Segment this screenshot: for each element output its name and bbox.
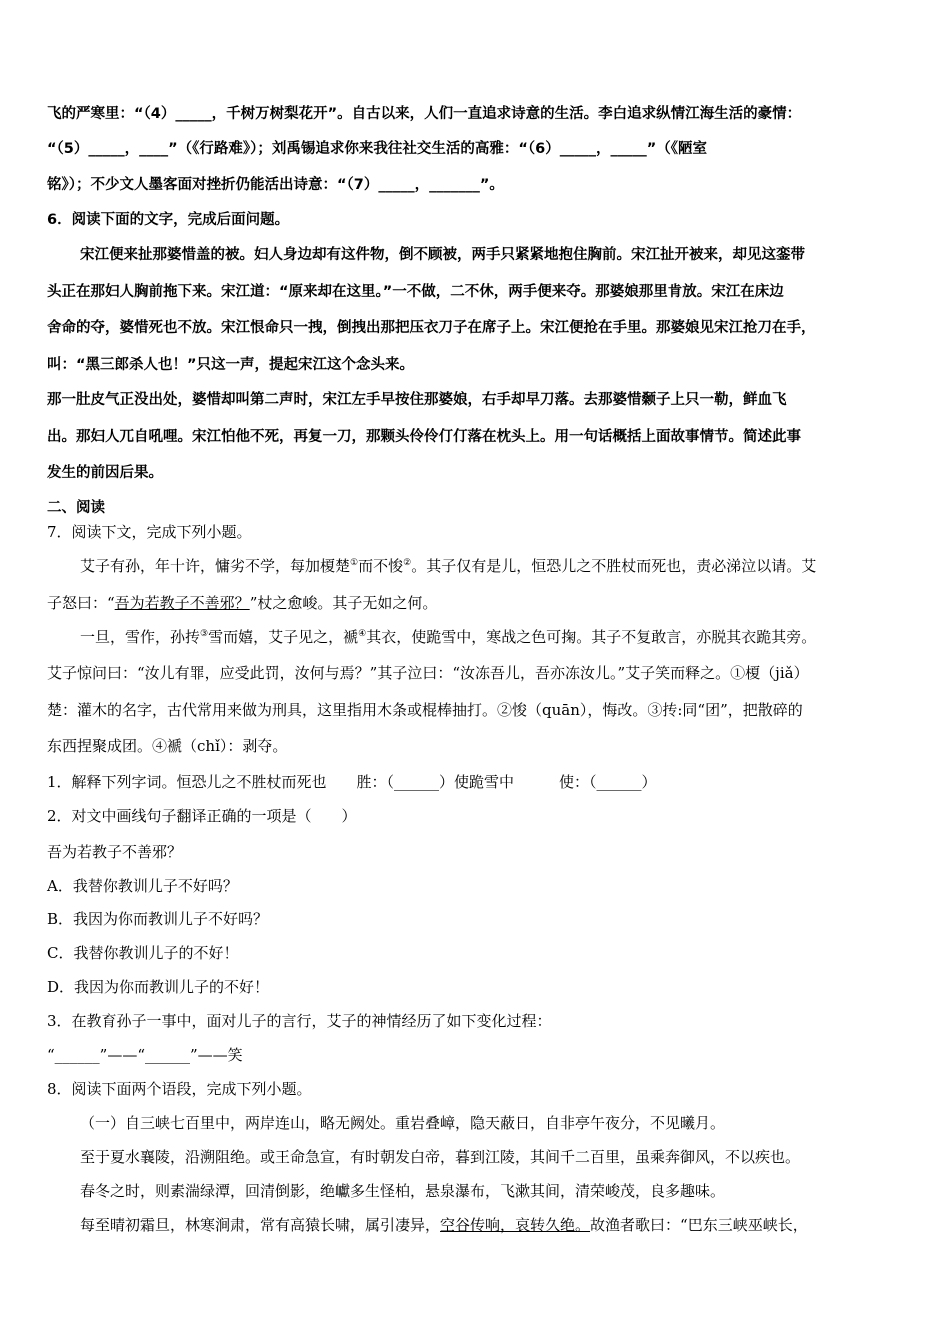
sub-question: 1．解释下列字词。恒恐儿之不胜杖而死也 胜：（______）使跪雪中 使：（______） <box>47 773 657 791</box>
answer-option: A．我替你教训儿子不好吗？ <box>47 877 238 895</box>
passage-line: 发生的前因后果。 <box>47 465 163 481</box>
passage-line: 春冬之时，则素湍绿潭，回清倒影，绝巘多生怪柏，悬泉瀑布，飞漱其间，清荣峻茂，良多趣味。 <box>80 1182 726 1200</box>
passage-line: 宋江便来扯那婆惜盖的被。妇人身边却有这件物，倒不顾被，两手只紧紧地抱住胸前。宋江扯开被来，却见这銮带 <box>80 247 805 263</box>
underlined-sentence: 吾为若教子不善邪？ <box>114 594 250 612</box>
passage-line: 艾子有孙，年十许，慵劣不学，每加榎楚①而不悛②。其子仅有是儿，恒恐儿之不胜杖而死也，责必涕泣以请。艾 <box>80 557 817 575</box>
question-heading: 7．阅读下文，完成下列小题。 <box>47 523 252 541</box>
text-line: 吾为若教子不善邪？ <box>47 843 183 861</box>
text-line: “______”——“______”——笑 <box>47 1046 243 1064</box>
passage-line: 一旦，雪作，孙抟③雪而嬉，艾子见之，褫④其衣，使跪雪中，寒战之色可掬。其子不复敢言，亦脱其衣跪其旁。 <box>80 628 817 646</box>
passage-line: 头正在那妇人胸前拖下来。宋江道：“原来却在这里。”一不做，二不休，两手便来夺。那婆娘那里肯放。宋江在床边 <box>47 284 784 300</box>
text-line: 铭》）；不少文人墨客面对挫折仍能活出诗意：“（7）_____，_______”。 <box>47 177 504 193</box>
footnote-marker: ④ <box>358 629 367 639</box>
underlined-sentence: 空谷传响，哀转久绝。 <box>440 1216 591 1234</box>
passage-line: 出。那妇人兀自吼哩。宋江怕他不死，再复一刀，那颗头伶伶仃仃落在枕头上。用一句话概括上面故事情节。简述此事 <box>47 429 801 445</box>
passage-line: 舍命的夺，婆惜死也不放。宋江恨命只一拽，倒拽出那把压衣刀子在席子上。宋江便抢在手里。那婆娘见宋江抢刀在手， <box>47 320 816 336</box>
text-line: “（5）_____，____”（《行路难》）；刘禹锡追求你来我往社交生活的高雅：“（6）_____，_____”（《陋室 <box>47 141 708 157</box>
passage-line: 子怒曰：“吾为若教子不善邪？”杖之愈峻。其子无如之何。 <box>47 594 438 612</box>
footnote-marker: ② <box>403 558 412 568</box>
passage-line: 艾子惊问曰：“汝儿有罪，应受此罚，汝何与焉？”其子泣曰：“汝冻吾儿，吾亦冻汝儿。”艾子笑而释之。①榎（jiǎ） <box>47 664 809 682</box>
question-heading: 6．阅读下面的文字，完成后面问题。 <box>47 212 290 228</box>
passage-line: 叫：“黑三郎杀人也！”只这一声，提起宋江这个念头来。 <box>47 357 415 373</box>
section-heading: 二、阅读 <box>47 500 105 516</box>
passage-line: （一）自三峡七百里中，两岸连山，略无阙处。重岩叠嶂，隐天蔽日，自非亭午夜分，不见曦月。 <box>80 1114 726 1132</box>
passage-line: 那一肚皮气正没出处，婆惜却叫第二声时，宋江左手早按住那婆娘，右手却早刀落。去那婆惜颡子上只一勒，鲜血飞 <box>47 392 787 408</box>
passage-line: 至于夏水襄陵，沿溯阻绝。或王命急宣，有时朝发白帝，暮到江陵，其间千二百里，虽乘奔御风，不以疾也。 <box>80 1148 801 1166</box>
footnote-marker: ③ <box>200 629 209 639</box>
sub-question: 3．在教育孙子一事中，面对儿子的言行，艾子的神情经历了如下变化过程： <box>47 1012 552 1030</box>
answer-option: B．我因为你而教训儿子不好吗？ <box>47 910 269 928</box>
answer-option: D．我因为你而教训儿子的不好！ <box>47 978 270 996</box>
answer-option: C．我替你教训儿子的不好！ <box>47 944 239 962</box>
text-line: 飞的严寒里：“（4）_____，千树万树梨花开”。自古以来，人们一直追求诗意的生活。李白追求纵情江海生活的豪情： <box>47 106 802 122</box>
passage-line: 东西捏聚成团。④褫（chǐ）：剥夺。 <box>47 737 288 755</box>
sub-question: 2．对文中画线句子翻译正确的一项是（ ） <box>47 807 357 825</box>
question-heading: 8．阅读下面两个语段，完成下列小题。 <box>47 1080 312 1098</box>
passage-line: 每至晴初霜旦，林寒涧肃，常有高猿长啸，属引凄异，空谷传响，哀转久绝。故渔者歌曰：“巴东三峡巫峡长， <box>80 1216 808 1234</box>
footnote-marker: ① <box>350 558 359 568</box>
passage-line: 楚：灌木的名字，古代常用来做为刑具，这里指用木条或棍棒抽打。②悛（quān），悔改。③抟:同“团”，把散碎的 <box>47 701 803 719</box>
